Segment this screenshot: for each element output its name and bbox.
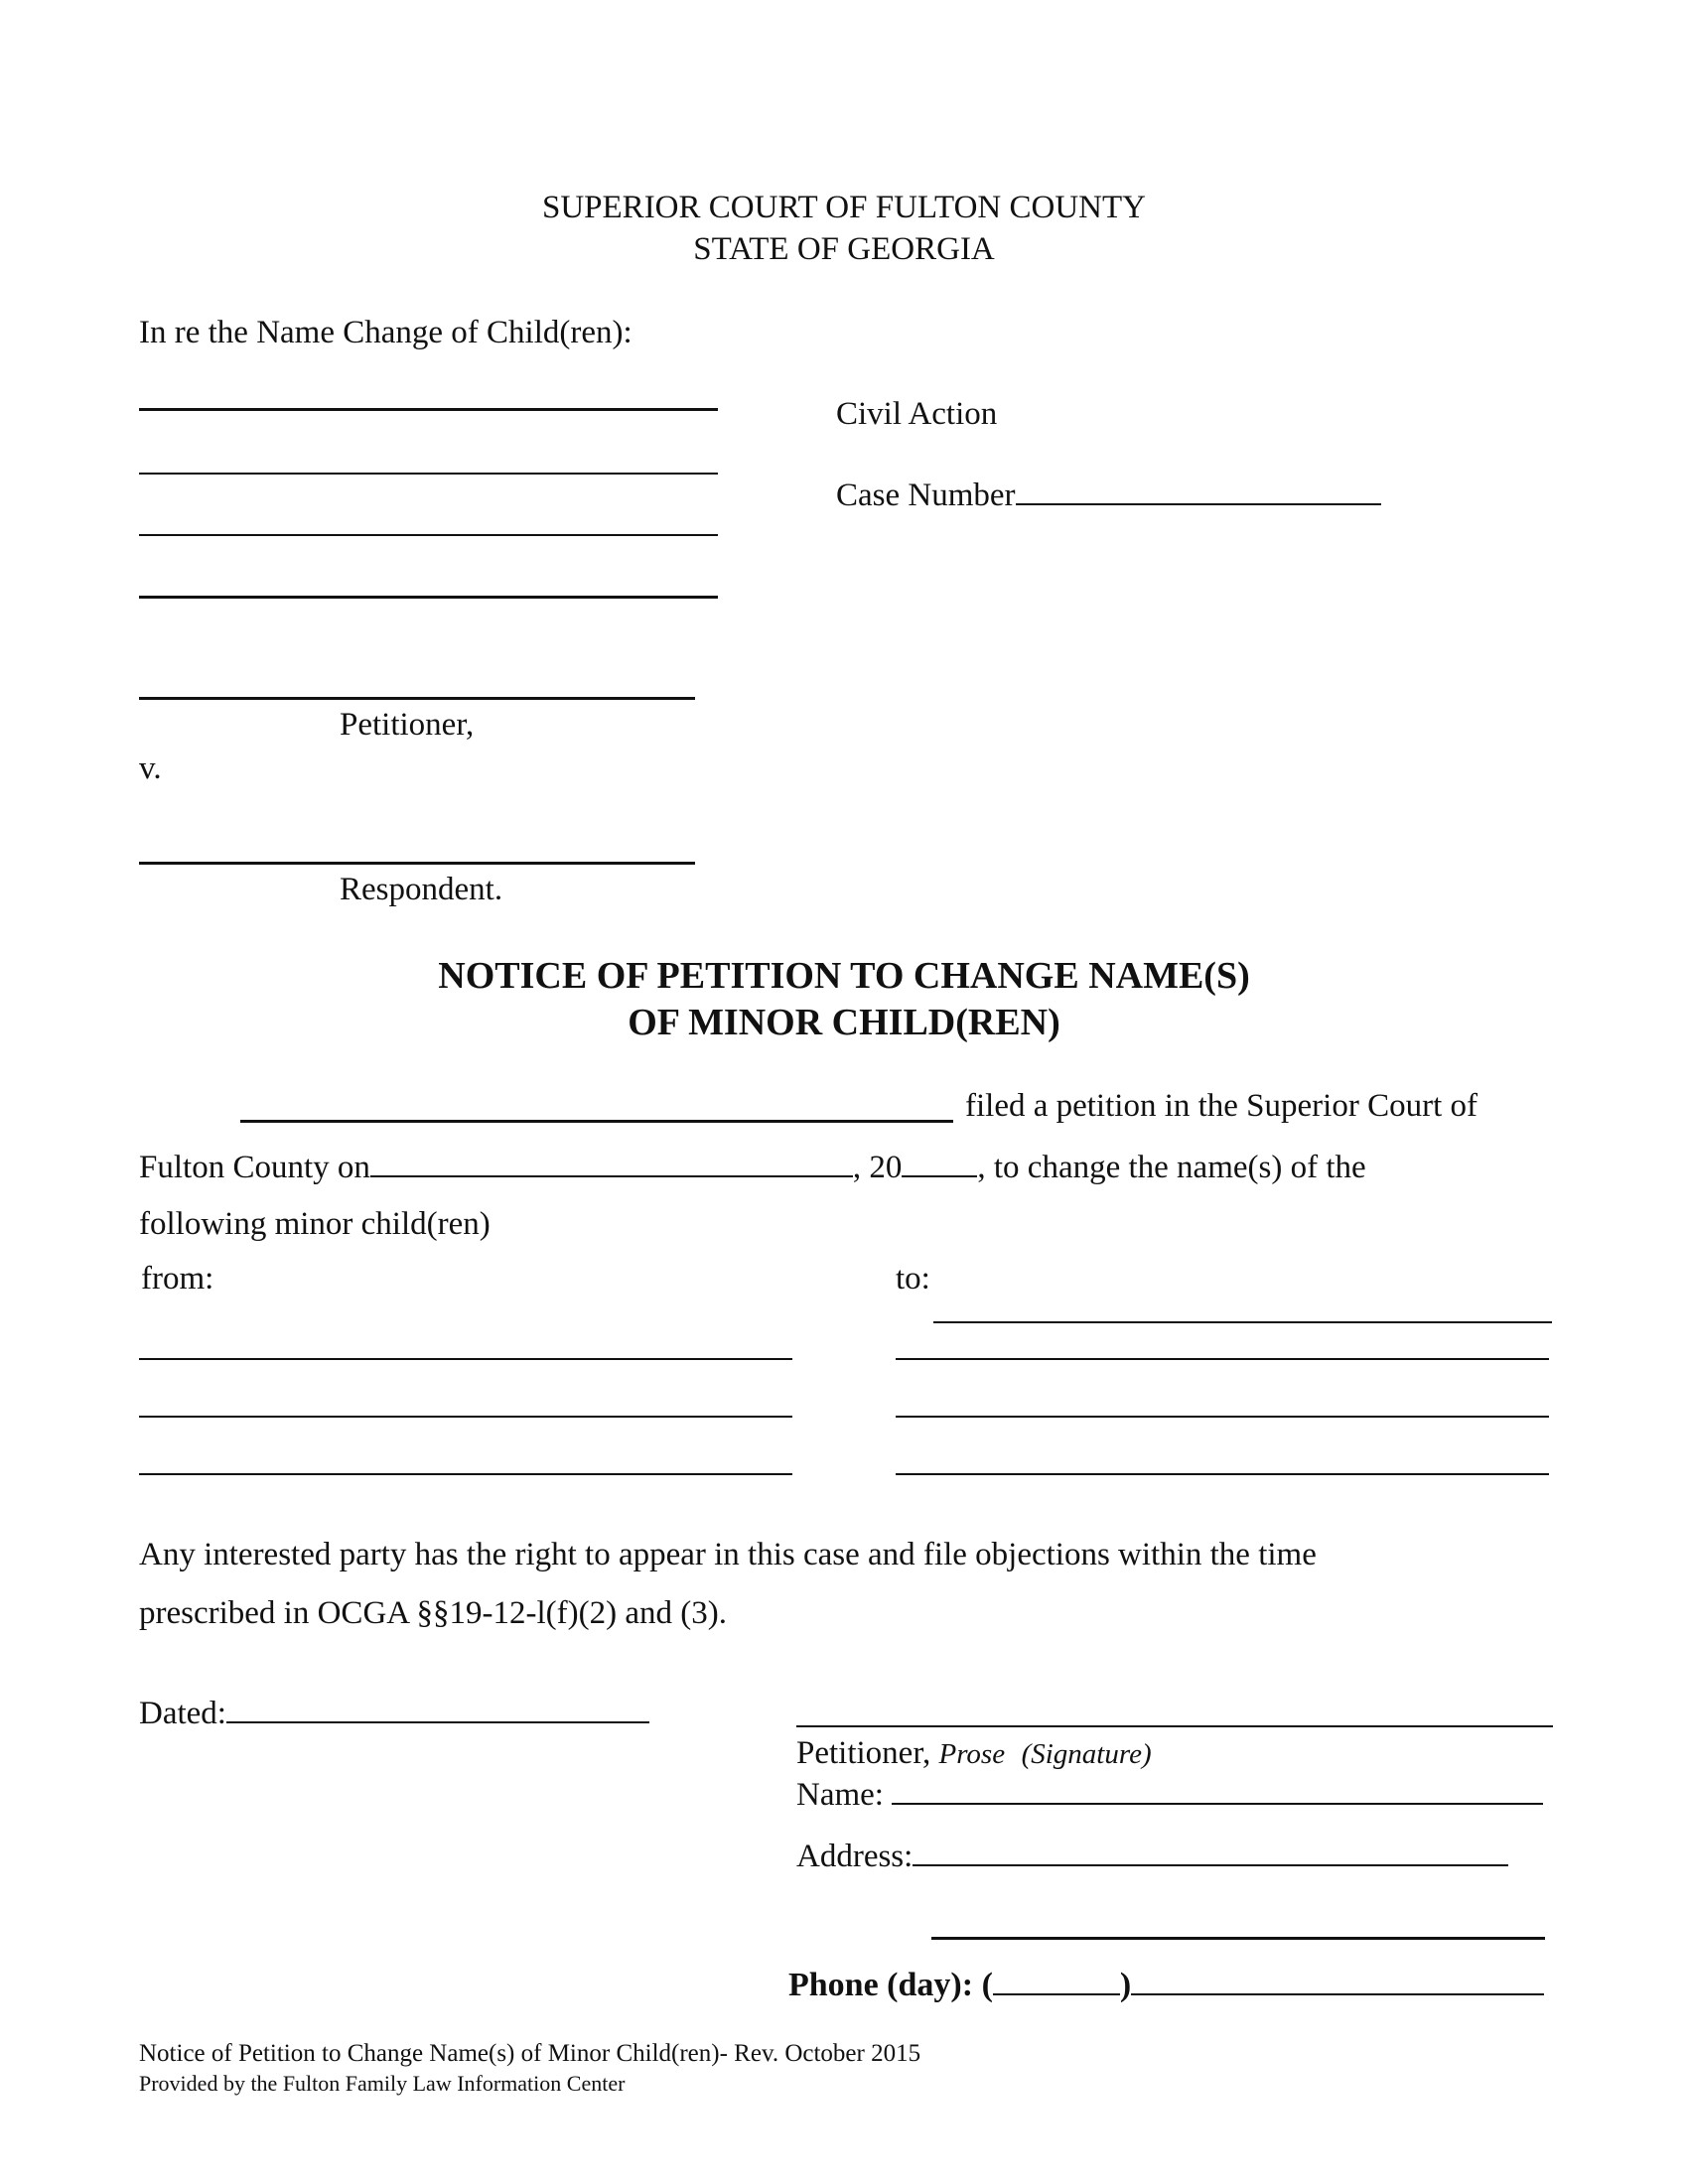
petitioner-sig-label: Petitioner,	[796, 1735, 931, 1771]
phone-number-input[interactable]	[1131, 1964, 1544, 1995]
phone-area-code-input[interactable]	[993, 1964, 1120, 1995]
phone-paren-close: )	[1119, 1967, 1132, 2003]
case-number-field	[836, 474, 1381, 515]
petitioner-label: Petitioner,	[340, 707, 475, 743]
to-name-line-1[interactable]	[933, 1321, 1552, 1323]
filing-date-input[interactable]	[370, 1146, 853, 1177]
objection-text-line-1: Any interested party has the right to appear in this case and file objections within the time	[139, 1537, 1317, 1572]
case-number-label: Case Number	[836, 478, 1016, 513]
dated-input[interactable]	[226, 1692, 649, 1723]
signature-hint: (Signature)	[1021, 1738, 1152, 1770]
address-label: Address:	[796, 1839, 914, 1874]
child-name-line-4[interactable]	[139, 596, 718, 599]
case-number-input[interactable]	[1016, 474, 1381, 505]
name-row	[796, 1773, 1543, 1815]
change-text: , to change the name(s) of the	[977, 1150, 1366, 1185]
prose-label: Prose	[938, 1738, 1006, 1770]
to-name-line-3[interactable]	[896, 1416, 1549, 1418]
phone-label: Phone (day):	[788, 1967, 974, 2003]
address-input[interactable]	[913, 1835, 1508, 1866]
to-name-line-2[interactable]	[896, 1358, 1549, 1360]
court-name: SUPERIOR COURT OF FULTON COUNTY	[541, 190, 1147, 225]
document-title-line-1: NOTICE OF PETITION TO CHANGE NAME(S)	[438, 955, 1250, 997]
state-name: STATE OF GEORGIA	[693, 231, 995, 267]
filing-year-input[interactable]	[902, 1146, 977, 1177]
comma-twenty-label: , 20	[852, 1150, 903, 1185]
to-label: to:	[896, 1261, 930, 1297]
civil-action-label: Civil Action	[836, 396, 998, 432]
child-name-line-2[interactable]	[139, 473, 718, 475]
dated-row	[139, 1692, 649, 1733]
to-name-line-4[interactable]	[896, 1473, 1549, 1475]
objection-text-line-2: prescribed in OCGA §§19-12-l(f)(2) and (3).	[139, 1595, 728, 1631]
footer-provided-by: Provided by the Fulton Family Law Information Center	[139, 2071, 626, 2096]
from-name-line-3[interactable]	[139, 1473, 792, 1475]
signature-line[interactable]	[796, 1725, 1553, 1727]
document-title-line-2: OF MINOR CHILD(REN)	[628, 1002, 1060, 1043]
respondent-line[interactable]	[139, 862, 695, 865]
in-re-label: In re the Name Change of Child(ren):	[139, 315, 633, 350]
name-input[interactable]	[892, 1773, 1543, 1805]
from-label: from:	[141, 1261, 214, 1297]
versus-label: v.	[139, 751, 162, 786]
dated-label: Dated:	[139, 1696, 226, 1731]
from-name-line-1[interactable]	[139, 1358, 792, 1360]
address-row	[796, 1835, 1508, 1876]
filing-date-row	[139, 1146, 1366, 1187]
filed-text: filed a petition in the Superior Court of	[965, 1088, 1477, 1124]
petitioner-name-line[interactable]	[240, 1120, 953, 1123]
footer-form-title: Notice of Petition to Change Name(s) of Minor Child(ren)- Rev. October 2015	[139, 2040, 921, 2067]
name-label: Name:	[796, 1777, 884, 1813]
signature-caption	[796, 1733, 1152, 1774]
county-on-label: Fulton County on	[139, 1150, 370, 1185]
phone-row	[788, 1964, 1544, 2005]
child-name-line-3[interactable]	[139, 534, 718, 536]
from-name-line-2[interactable]	[139, 1416, 792, 1418]
phone-paren-open: (	[981, 1967, 993, 2003]
following-text: following minor child(ren)	[139, 1206, 491, 1242]
respondent-label: Respondent.	[340, 872, 503, 907]
child-name-line-1[interactable]	[139, 408, 718, 411]
petitioner-line[interactable]	[139, 697, 695, 700]
address-line-2[interactable]	[931, 1937, 1545, 1940]
